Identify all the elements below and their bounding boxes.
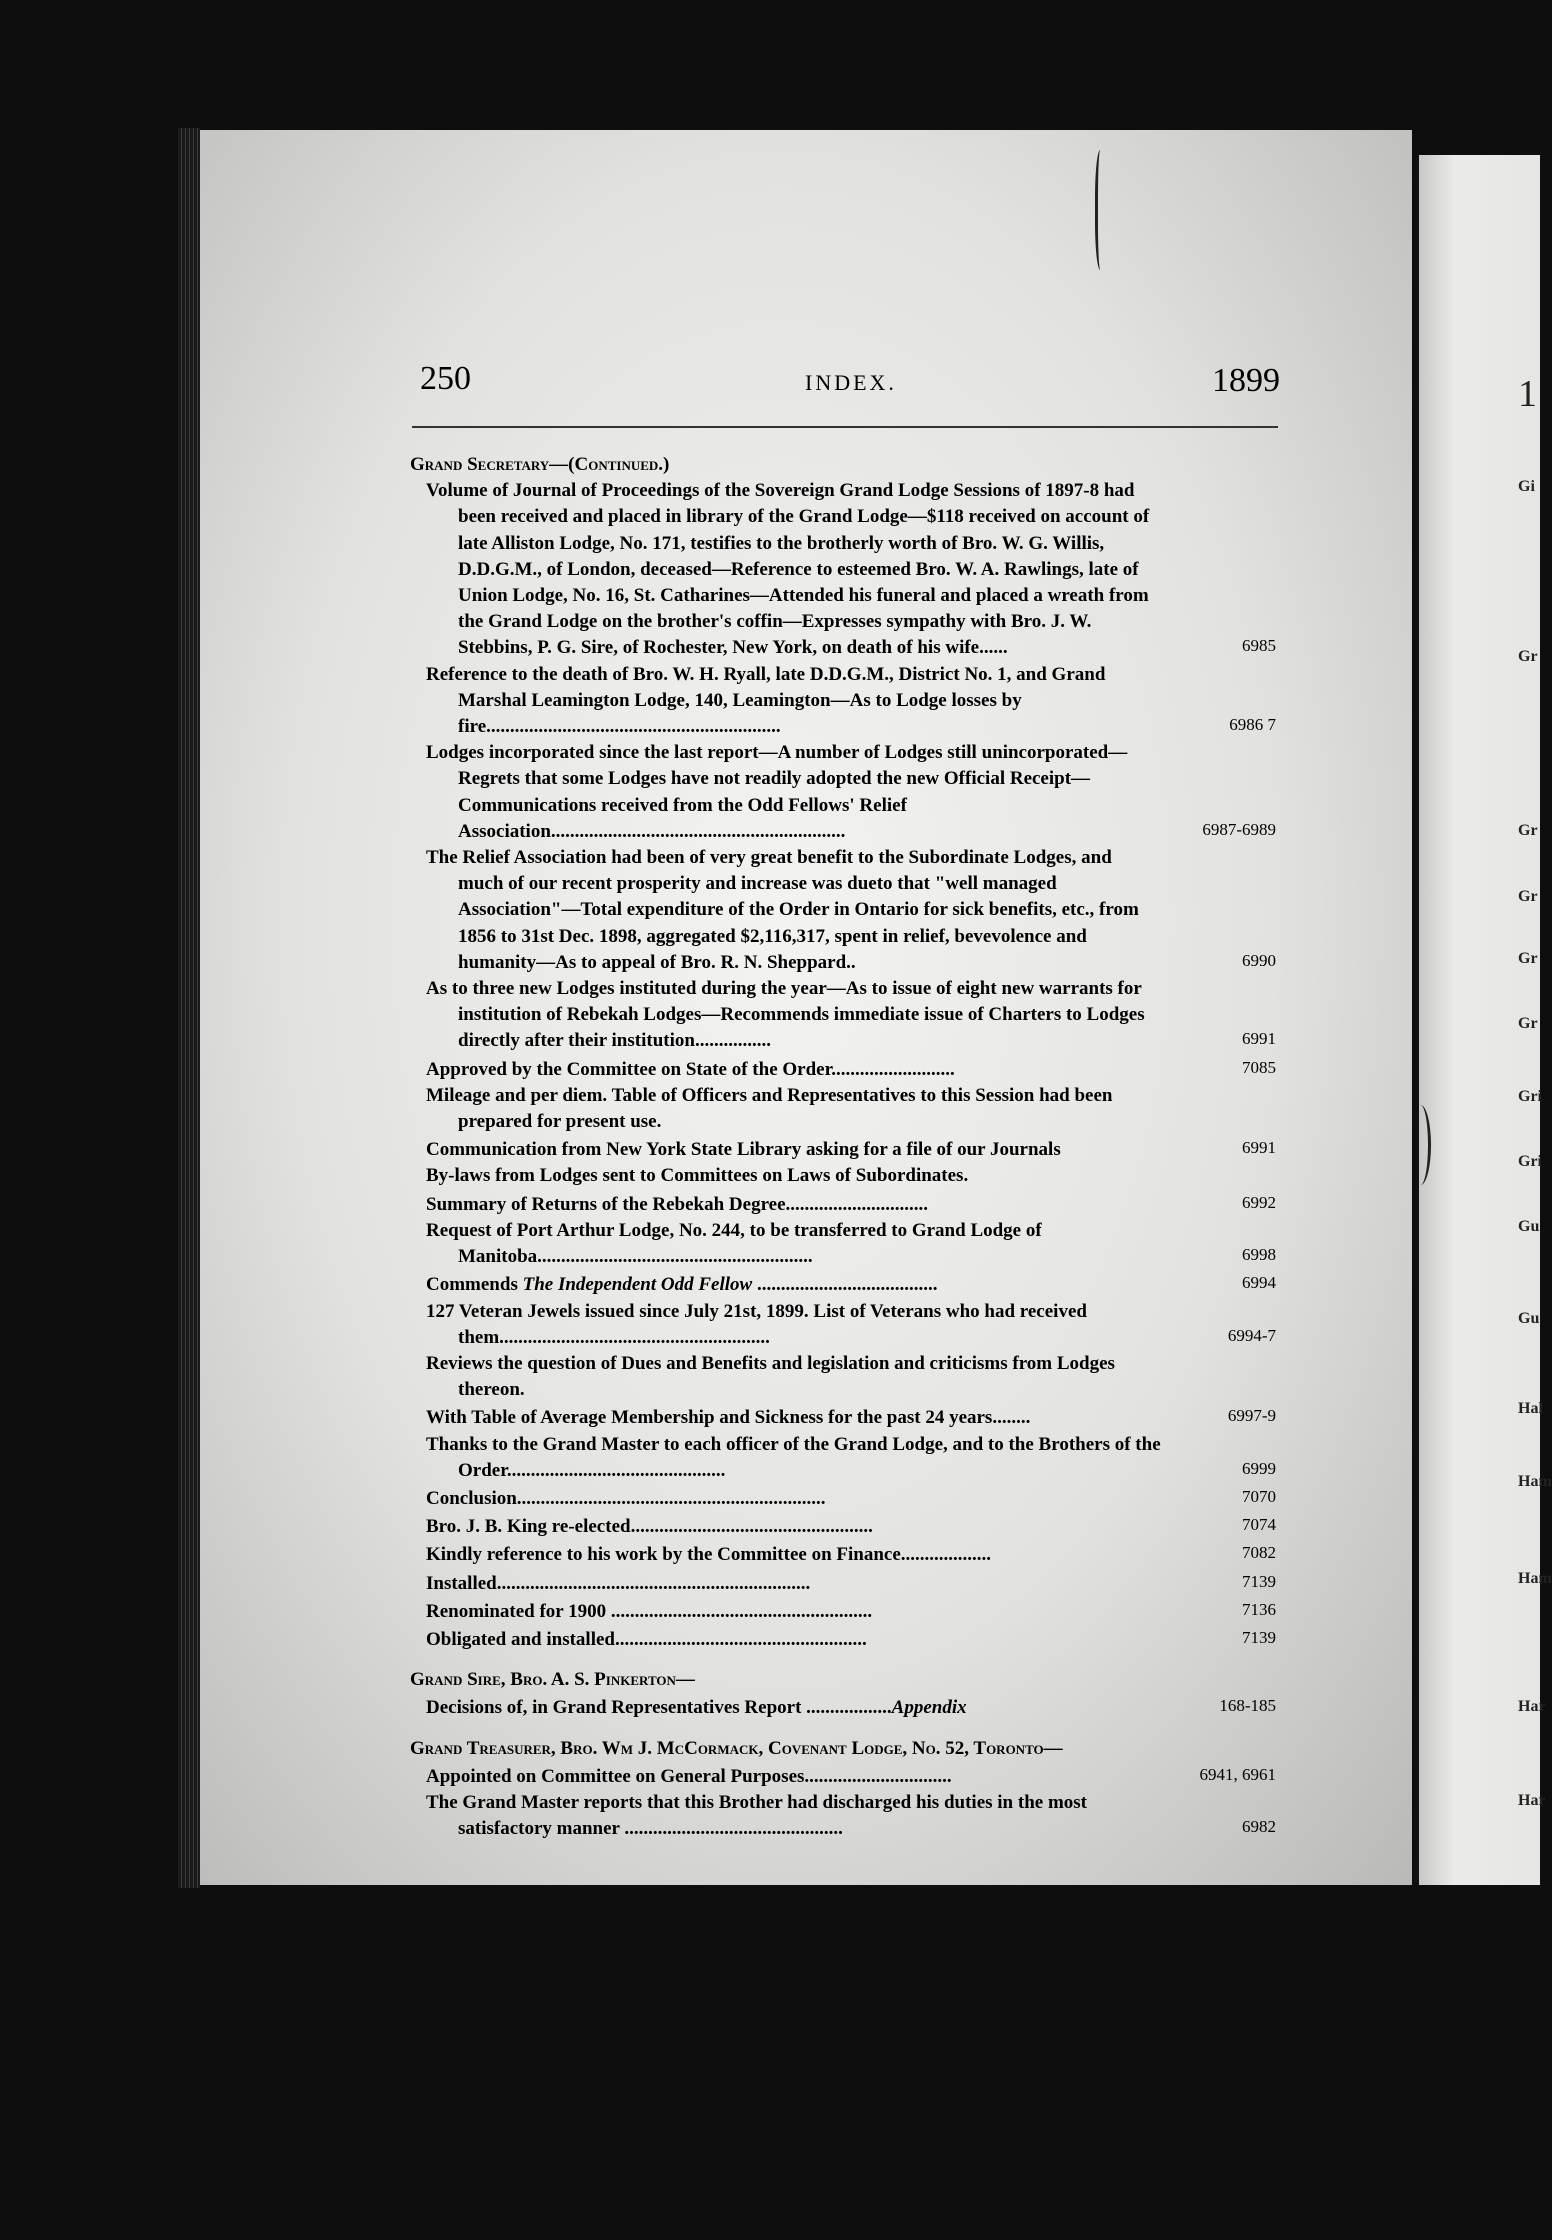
entry-page-ref: 7085 [1242,1057,1276,1077]
section-heading: Grand Secretary—(Continued.) [410,454,670,475]
index-entry [410,1218,1276,1270]
entry-text: 127 Veteran Jewels issued since July 21st, 1899. List of Veterans who had received them......................................................... [426,1300,1087,1348]
index-entry [410,662,1276,741]
entry-text: Bro. J. B. King re-elected................................................... [426,1516,873,1538]
index-entry [410,1597,1276,1625]
entry-text: Obligated and installed..................................................... [426,1628,867,1650]
section-gap [410,1722,1276,1736]
entry-page-ref: 168-185 [1219,1696,1276,1716]
entry-text-italic: The Independent Odd Fellow [522,1274,753,1296]
entry-text: Conclusion................................................................. [426,1487,826,1509]
entry-text: Request of Port Arthur Lodge, No. 244, to be transferred to Grand Lodge of Manitoba.......................................................... [426,1219,1042,1268]
entry-page-ref: 6991 [1242,1029,1276,1049]
entry-page-ref: 6997-9 [1227,1406,1276,1426]
facing-page-fragment: Hal [1518,1400,1543,1417]
index-entry [410,740,1276,845]
facing-page-fragment: Gr [1518,822,1538,839]
header-rule [412,426,1278,428]
index-entry [410,1540,1276,1568]
page-header [420,360,1280,406]
index-entry [410,1403,1276,1431]
index-entry [410,1190,1276,1218]
index-entry [410,1135,1276,1163]
entry-page-ref: 6986 7 [1229,715,1276,735]
entry-text: Installed.................................................................. [426,1572,811,1594]
entry-page-ref: 6994 [1242,1273,1276,1293]
entry-text: Mileage and per diem. Table of Officers and Representatives to this Session had been prepared for present use. [426,1084,1113,1133]
facing-page-fragment: Gu [1518,1218,1540,1235]
book-spine-edge [178,128,200,1888]
facing-page-fragment: Gu [1518,1310,1540,1327]
index-entry [410,1083,1276,1135]
facing-page-fragment: Har [1518,1698,1546,1715]
facing-page-fragment: Gri [1518,1088,1542,1105]
entry-text: By-laws from Lodges sent to Committees on Laws of Subordinates. [426,1165,969,1187]
index-entry [410,1163,1276,1189]
entry-page-ref: 6991 [1242,1138,1276,1158]
entry-page-ref: 7139 [1242,1571,1276,1591]
entry-page-ref: 6982 [1242,1817,1276,1837]
entry-page-ref: 6994-7 [1227,1325,1276,1345]
index-entry [410,1512,1276,1540]
entry-text [426,1272,1161,1298]
entry-page-ref: 6990 [1242,950,1276,970]
entry-text-prefix: Decisions of, in Grand Representatives Report .................. [426,1697,892,1719]
entry-text: Thanks to the Grand Master to each officer of the Grand Lodge, and to the Brothers of the Order.............................................. [426,1433,1161,1481]
index-entry [410,478,1276,661]
entry-text: The Relief Association had been of very great benefit to the Subordinate Lodges, and much of our recent prosperity and increase was dueto that "well managed Association"—Total expenditure of the Order in Ontario for sick benefits, etc., from 1856 to 31st Dec. 1898, aggregated $2,116,317, spent in relief, bevevolence and humanity—As to appeal of Bro. R. N. Sheppard.. [426,847,1139,973]
index-entry [410,1569,1276,1597]
index-entry [410,1790,1276,1842]
index-entry [410,1484,1276,1512]
index-entry [410,976,1276,1055]
entry-text: Kindly reference to his work by the Committee on Finance................... [426,1544,992,1566]
entry-text: The Grand Master reports that this Brother had discharged his duties in the most satisfactory manner .............................................. [426,1791,1087,1840]
entry-page-ref: 7082 [1242,1543,1276,1563]
entry-page-ref: 7070 [1242,1486,1276,1506]
pencil-mark [1095,150,1108,270]
entry-text: Lodges incorporated since the last report—A number of Lodges still unincorporated—Regrets that some Lodges have not readily adopted the new Official Receipt—Communications received from the Odd Fellows' Relief Association.............................................................. [426,742,1128,842]
entry-page-ref: 7136 [1242,1599,1276,1619]
facing-page-fragment: Ham [1518,1570,1552,1587]
running-title: INDEX. [805,370,897,395]
entry-page-ref: 7074 [1242,1515,1276,1535]
entry-text: Summary of Returns of the Rebekah Degree.............................. [426,1193,929,1215]
index-entry [410,1693,1276,1721]
index-entry [410,1351,1276,1403]
facing-page-fragment: Ham [1518,1473,1552,1490]
entry-text: Approved by the Committee on State of the Order.......................... [426,1058,955,1080]
entry-text: Renominated for 1900 ....................................................... [426,1600,873,1622]
index-entry [410,1625,1276,1653]
facing-page-fragment: Gr [1518,950,1538,967]
facing-page-fragment: Gri [1518,1153,1542,1170]
page-number: 250 [420,360,471,397]
entry-text: Reference to the death of Bro. W. H. Ryall, late D.D.G.M., District No. 1, and Grand Marshal Leamington Lodge, 140, Leamington—As to Lodge losses by fire.............................................................. [426,663,1106,738]
facing-page-fragment: Har [1518,1792,1546,1809]
facing-page-fragment: Gr [1518,648,1538,665]
index-entry [410,845,1276,976]
entry-page-ref: 6998 [1242,1245,1276,1265]
index-entry [410,1055,1276,1083]
index-entry [410,1762,1276,1790]
entry-page-ref: 7139 [1242,1627,1276,1647]
facing-page-fragment: Gr [1518,1015,1538,1032]
facing-page-fragment: Gr [1518,888,1538,905]
section-heading: Grand Sire, Bro. A. S. Pinkerton— [410,1669,695,1691]
entry-text: Reviews the question of Dues and Benefits and legislation and criticisms from Lodges thereon. [426,1352,1115,1401]
entry-text: Volume of Journal of Proceedings of the Sovereign Grand Lodge Sessions of 1897-8 had been received and placed in library of the Grand Lodge—$118 received on account of late Alliston Lodge, No. 171, testifies to the brotherly worth of Bro. W. G. Willis, D.D.G.M., of London, deceased—Reference to esteemed Bro. W. A. Rawlings, late of Union Lodge, No. 16, St. Catharines—Attended his funeral and placed a wreath from the Grand Lodge on the brother's coffin—Expresses sympathy with Bro. J. W. Stebbins, P. G. Sire, of Rochester, New York, on death of his wife...... [426,480,1150,659]
entry-text: Appointed on Committee on General Purposes............................... [426,1765,952,1787]
entry-page-ref: 6985 [1242,636,1276,656]
facing-page-fragment: Gi [1518,478,1535,495]
entry-text [426,1695,1161,1721]
entry-text-italic: Appendix [891,1697,967,1719]
entry-text-prefix: Commends [426,1274,523,1296]
pencil-mark [1410,1105,1431,1185]
index-content [410,452,1276,1842]
entry-page-ref: 6992 [1242,1192,1276,1212]
section-heading: Grand Treasurer, Bro. Wm J. McCormack, Covenant Lodge, No. 52, Toronto— [410,1737,1063,1759]
entry-text-suffix: ...................................... [752,1274,938,1296]
index-entry [410,1432,1276,1484]
entry-text: As to three new Lodges instituted during the year—As to issue of eight new warrants for institution of Rebekah Lodges—Recommends immediate issue of Charters to Lodges directly after their institution................ [426,978,1145,1052]
entry-page-ref: 6999 [1242,1458,1276,1478]
facing-page-fragment: 1 [1518,373,1537,415]
index-entry [410,1299,1276,1351]
entry-page-ref: 6941, 6961 [1199,1764,1276,1784]
entry-text: With Table of Average Membership and Sickness for the past 24 years........ [426,1407,1031,1429]
index-entry [410,1270,1276,1298]
year: 1899 [1212,362,1280,399]
entry-text: Communication from New York State Library asking for a file of our Journals [426,1139,1061,1161]
section-gap [410,1653,1276,1667]
entry-page-ref: 6987-6989 [1202,819,1276,839]
